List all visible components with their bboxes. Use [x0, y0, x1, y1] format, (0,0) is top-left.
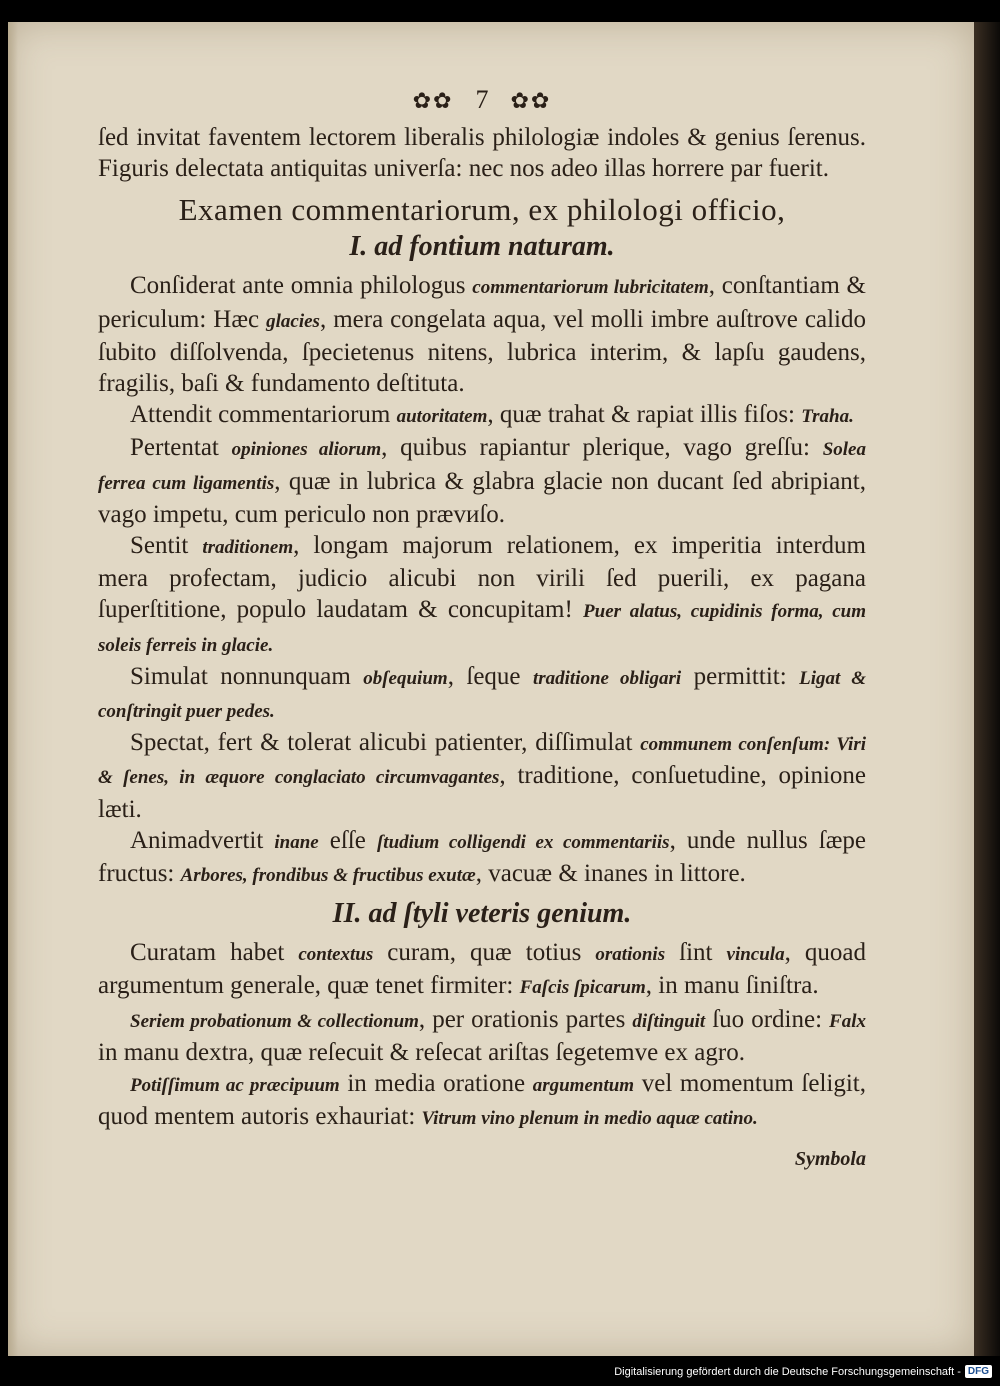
- paragraph-5: Simulat nonnunquam obſequium, ſeque traditione obligari permittit: Ligat & conſtringit puer pedes.: [98, 662, 866, 723]
- digitization-footer: [614, 1365, 992, 1378]
- page-shadow: [974, 22, 1000, 1356]
- ornament-left-icon: ✿✿: [412, 88, 454, 113]
- page-text: [98, 82, 866, 1176]
- page-number: 7: [475, 85, 489, 114]
- page-edge: [8, 22, 18, 1356]
- catchword: Symbola: [794, 1148, 866, 1171]
- subheading-2: II. ad ſtyli veteris genium.: [332, 898, 632, 930]
- running-header: [98, 82, 866, 122]
- paragraph-10: Potiſſimum ac præcipuum in media oratione argumentum vel momentum ſeligit, quod mentem autoris exhauriat: Vitrum vino plenum in medio aquæ catino.: [98, 1070, 866, 1131]
- dfg-logo-icon: DFG: [965, 1365, 992, 1378]
- paragraph-3: Pertentat opiniones aliorum, quibus rapiantur plerique, vago greſſu: Solea ferrea cum ligamentis, quæ in lubrica & glabra glacie non ducant ſed abripiant, vago impetu, cum periculo non prævиſo.: [98, 434, 866, 528]
- subheading-1: I. ad fontium naturam.: [349, 231, 615, 263]
- paragraph-intro: ſed invitat faventem lectorem liberalis philologiæ indoles & genius ſerenus. Figuris delectata antiquitas univerſa: nec nos adeo illas horrere par fuerit.: [98, 124, 866, 183]
- paragraph-7: Animadvertit inane eſſe ſtudium colligendi ex commentariis, unde nullus ſæpe fructus: Arbores, frondibus & fructibus exutæ, vacuæ & inanes in littore.: [98, 826, 866, 888]
- paragraph-1: Conſiderat ante omnia philologus commentariorum lubricitatem, conſtantiam & periculum: Hæc glacies, mera congelata aqua, vel molli imbre auſtrove calido ſubito diſſolvenda, ſpecietenus nitens, lubrica interim, & lapſu gaudens, fragilis, baſi & fundamento deſtituta.: [98, 272, 866, 398]
- paragraph-8: Curatam habet contextus curam, quæ totius orationis ſint vincula, quoad argumentum generale, quæ tenet firmiter: Faſcis ſpicarum, in manu ſiniſtra.: [98, 939, 866, 1000]
- paragraph-9: Seriem probationum & collectionum, per orationis partes diſtinguit ſuo ordine: Falx in manu dextra, quæ reſecuit & reſecat ariſtas ſegetemve ex agro.: [98, 1005, 866, 1066]
- section-heading: Examen commentariorum, ex philologi officio,: [178, 192, 786, 228]
- paragraph-6: Spectat, fert & tolerat alicubi patienter, diſſimulat communem conſenſum: Viri & ſenes, in æquore conglaciato circumvagantes, traditione, conſuetudine, opinione læti.: [98, 729, 866, 823]
- paragraph-4: Sentit traditionem, longam majorum relationem, ex imperitia interdum mera profectam, judicio alicubi non virili ſed puerili, ex pagana ſuperſtitione, populo laudatam & concupitam! Puer alatus, cupidinis forma, cum soleis ferreis in glacie.: [98, 532, 866, 656]
- paragraph-2: Attendit commentariorum autoritatem, quæ trahat & rapiat illis fiſos: Traha.: [130, 401, 854, 429]
- ornament-right-icon: ✿✿: [510, 88, 552, 113]
- footer-text: Digitalisierung gefördert durch die Deutsche Forschungsgemeinschaft -: [614, 1365, 961, 1378]
